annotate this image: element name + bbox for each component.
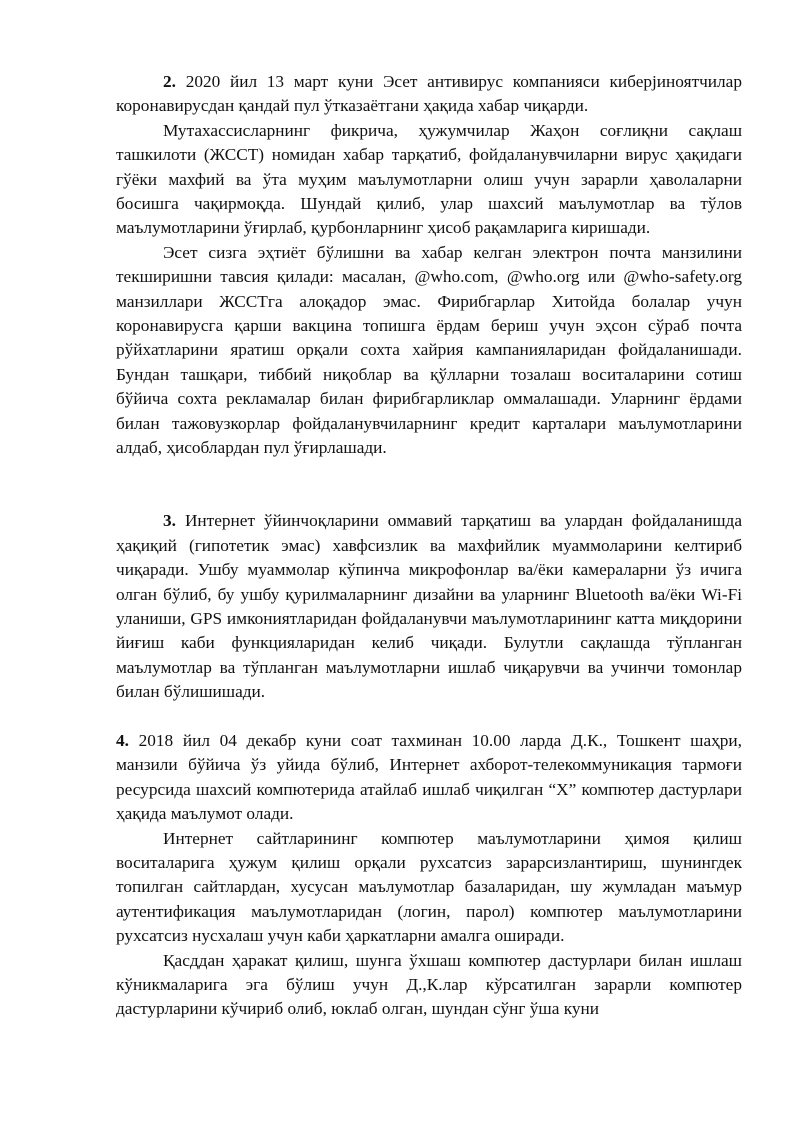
- section-number: 2.: [163, 72, 176, 91]
- paragraph-text: Интернет ўйинчоқларини оммавий тарқатиш ва улардан фойдаланишда ҳақиқий (гипотетик эмас) хавфсизлик ва махфийлик муаммоларини келтириб чиқаради. Ушбу муаммолар кўпинча микрофонлар ва/ёки камераларни ўз ичига олган бўлиб, бу ушбу қурилмаларнинг дизайни ва уларнинг Bluetooth ва/ёки Wi-Fi уланиши, GPS имкониятларидан фойдаланувчи маълумотларининг катта миқдорини йиғиш каби функцияларидан келиб чиқади. Булутли сақлашда тўпланган маълумотлар ва тўпланган маълумотларни ишлаб чиқарувчи ва учинчи томонлар билан бўлишишади.: [116, 511, 742, 702]
- section-2-paragraph-2: Мутахассисларнинг фикрича, ҳужумчилар Жаҳон соғлиқни сақлаш ташкилоти (ЖССТ) номидан хабар тарқатиб, фойдаланувчиларни вирус ҳақидаги гўёки махфий ва ўта муҳим маълумотларни олиш учун зарарли ҳаволаларни босишга чақирмоқда. Шундай қилиб, улар шахсий маълумотлар ва тўлов маълумотларини ўғирлаб, қурбонларнинг ҳисоб рақамларига киришади.: [116, 120, 742, 238]
- section-4-paragraph-3: Қасддан ҳаракат қилиш, шунга ўхшаш компютер дастурлари билан ишлаш кўникмаларига эга бўлиш учун Д.,К.лар кўрсатилган зарарли компютер дастурларини кўчириб олиб, юклаб олган, шундан сўнг ўша куни: [116, 950, 742, 1019]
- section-4-paragraph-1: [116, 729, 742, 827]
- section-2-paragraph-3: Эсет сизга эҳтиёт бўлишни ва хабар келган электрон почта манзилини текширишни тавсия қилади: масалан, @who.com, @who.org или @who-safety.org манзиллари ЖССТга алоқадор эмас. Фирибгарлар Хитойда болалар учун коронавирусга қарши вакцина топишга ёрдам бериш учун эҳсон сўраб почта рўйхатларини яратиш орқали сохта хайрия кампанияларидан фойдаланишади. Бундан ташқари, тиббий ниқоблар ва қўлларни тозалаш воситаларини сотиш бўйича сохта рекламалар билан фирибгарликлар оммалашади. Уларнинг ёрдами билан тажовузкорлар фойдаланувчиларнинг кредит карталари маълумотларини алдаб, ҳисоблардан пул ўғирлашади.: [116, 242, 742, 458]
- paragraph-text: 2020 йил 13 март куни Эсет антивирус компанияси киберjиноятчилар коронавирусдан қандай пул ўтказаётгани ҳақида хабар чиқарди.: [116, 72, 742, 116]
- paragraph-text: 2018 йил 04 декабр куни соат тахминан 10.00 ларда Д.К., Тошкент шаҳри, манзили бўйича ўз уйида бўлиб, Интернет ахборот-телекоммуникация тармоғи ресурсида шахсий компютерида атайлаб ишлаб чиқилган “X” компютер дастурлари ҳақида маълумот олади.: [116, 730, 742, 824]
- section-3-paragraph-1: [116, 509, 742, 704]
- section-number: 3.: [163, 511, 176, 531]
- document-page: [116, 70, 742, 1022]
- section-4-paragraph-2: Интернет сайтларининг компютер маълумотларини ҳимоя қилиш воситаларига ҳужум қилиш орқали рухсатсиз зарарсизлантириш, шунингдек топилган сайтлардан, хусусан маълумотлар базаларидан, шу жумладан маъмур аутентификация маълумотларидан (логин, парол) компютер маълумотларини рухсатсиз нусхалаш учун каби ҳаркатларни амалга оширади.: [116, 828, 742, 946]
- section-gap: [116, 705, 742, 729]
- section-number: 4.: [116, 730, 129, 750]
- section-2-paragraph-1: [116, 70, 742, 119]
- section-gap: [116, 461, 742, 510]
